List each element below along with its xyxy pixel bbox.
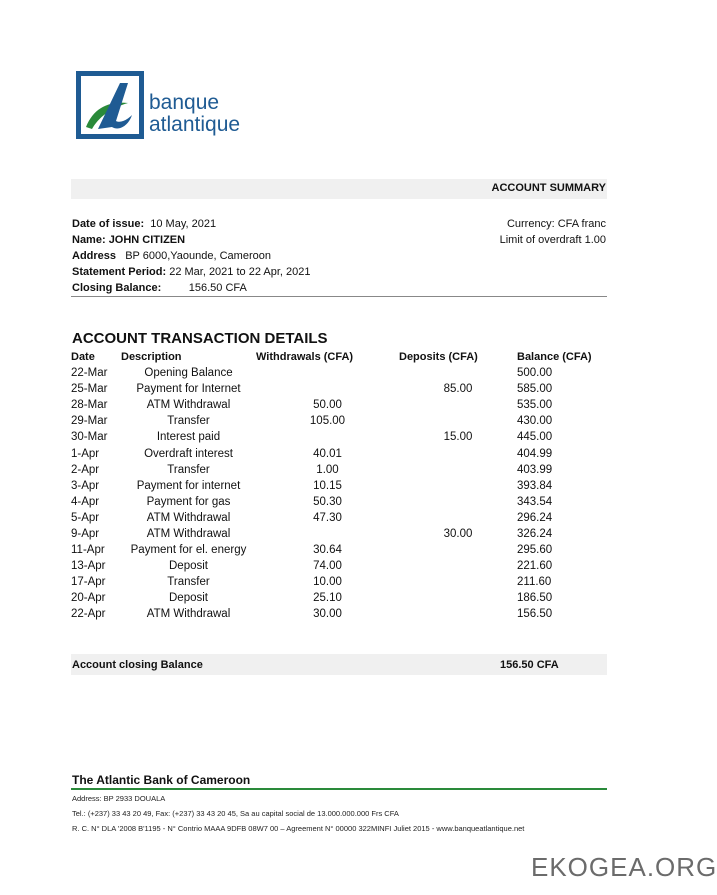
table-row	[71, 445, 607, 461]
cell-balance: 295.60	[517, 544, 553, 557]
cell-balance: 535.00	[517, 399, 553, 412]
cell-description: Transfer	[167, 415, 210, 428]
cell-withdrawal: 30.00	[313, 608, 342, 621]
cell-date: 25-Mar	[71, 383, 108, 396]
cell-deposit	[399, 365, 517, 381]
currency: Currency: CFA franc	[506, 218, 606, 230]
header-withdrawals: Withdrawals (CFA)	[256, 351, 354, 363]
table-row	[71, 606, 607, 622]
account-info	[72, 216, 310, 296]
cell-deposit	[399, 558, 517, 574]
table-row	[71, 478, 607, 494]
cell-description: ATM Withdrawal	[146, 511, 231, 524]
cell-date: 22-Apr	[71, 608, 106, 621]
cell-withdrawal	[256, 365, 399, 381]
address-label: Address	[72, 250, 117, 262]
cell-balance: 186.50	[517, 592, 553, 605]
account-closing-label: Account closing Balance	[72, 659, 203, 671]
watermark: EKOGEA.ORG	[531, 852, 717, 882]
period-value: 22 Mar, 2021 to 22 Apr, 2021	[169, 266, 311, 278]
cell-date: 9-Apr	[71, 527, 100, 540]
cell-deposit	[399, 462, 517, 478]
address-value: BP 6000,Yaounde, Cameroon	[125, 250, 271, 262]
account-closing-value: 156.50 CFA	[500, 659, 559, 671]
cell-withdrawal: 40.01	[313, 447, 342, 460]
table-row	[71, 397, 607, 413]
cell-description: Deposit	[169, 560, 208, 573]
cell-withdrawal: 30.64	[313, 544, 342, 557]
account-address	[72, 248, 310, 264]
table-row	[71, 462, 607, 478]
cell-description: Opening Balance	[144, 367, 233, 380]
cell-description: Overdraft interest	[144, 447, 233, 460]
cell-balance: 221.60	[517, 560, 553, 573]
table-row	[71, 381, 607, 397]
closing-balance-value: 156.50 CFA	[188, 282, 247, 294]
footer-contact: Tel.: (+237) 33 43 20 49, Fax: (+237) 33 43 20 45, Sa au capital social de 13.000.000.000 Frs CFA	[72, 809, 399, 818]
cell-date: 28-Mar	[71, 399, 108, 412]
cell-description: ATM Withdrawal	[146, 399, 231, 412]
cell-deposit	[399, 445, 517, 461]
cell-withdrawal: 1.00	[316, 463, 339, 476]
cell-date: 3-Apr	[71, 479, 100, 492]
table-header-row	[71, 349, 607, 365]
cell-deposit: 30.00	[443, 527, 473, 540]
cell-deposit: 85.00	[443, 383, 473, 396]
cell-withdrawal: 10.00	[313, 576, 342, 589]
cell-withdrawal: 105.00	[309, 415, 346, 428]
cell-balance: 211.60	[517, 576, 552, 589]
cell-withdrawal: 25.10	[313, 592, 342, 605]
cell-description: Transfer	[167, 576, 210, 589]
cell-deposit: 15.00	[443, 431, 473, 444]
cell-balance: 393.84	[517, 479, 553, 492]
bank-name: The Atlantic Bank of Cameroon	[72, 773, 251, 787]
cell-withdrawal: 50.30	[313, 495, 342, 508]
cell-date: 4-Apr	[71, 495, 100, 508]
table-row	[71, 542, 607, 558]
cell-deposit	[399, 494, 517, 510]
table-row	[71, 590, 607, 606]
closing-balance-label: Closing Balance:	[72, 282, 162, 294]
cell-balance: 404.99	[517, 447, 553, 460]
cell-date: 29-Mar	[71, 415, 108, 428]
date-label: Date of issue:	[72, 218, 145, 230]
cell-balance: 500.00	[517, 367, 553, 380]
cell-description: ATM Withdrawal	[146, 608, 231, 621]
cell-date: 17-Apr	[71, 576, 106, 589]
header-deposits: Deposits (CFA)	[399, 351, 478, 363]
table-row	[71, 510, 607, 526]
name-value: JOHN CITIZEN	[108, 234, 186, 246]
cell-balance: 403.99	[517, 463, 553, 476]
logo-line-atlantique: atlantique	[149, 113, 241, 136]
statement-period	[72, 264, 310, 280]
table-row	[71, 558, 607, 574]
transactions-table	[71, 349, 607, 623]
cell-balance: 343.54	[517, 495, 553, 508]
cell-balance: 585.00	[517, 383, 553, 396]
cell-balance: 445.00	[517, 431, 553, 444]
cell-withdrawal: 47.30	[313, 511, 342, 524]
account-info-right	[500, 216, 606, 248]
cell-date: 1-Apr	[71, 447, 100, 460]
name-label: Name:	[72, 234, 106, 246]
cell-deposit	[399, 606, 517, 622]
cell-deposit	[399, 542, 517, 558]
divider	[71, 296, 607, 297]
footer-divider	[71, 788, 607, 790]
closing-balance-line	[72, 280, 310, 296]
table-row	[71, 365, 607, 381]
logo-line-banque: banque	[149, 91, 220, 114]
cell-description: Payment for Internet	[136, 383, 241, 396]
date-of-issue	[72, 216, 310, 232]
cell-date: 20-Apr	[71, 592, 106, 605]
cell-balance: 296.24	[517, 511, 553, 524]
cell-description: Payment for gas	[146, 495, 231, 508]
cell-balance: 430.00	[517, 415, 553, 428]
header-balance: Balance (CFA)	[517, 351, 592, 363]
cell-description: Payment for el. energy	[130, 544, 247, 557]
cell-deposit	[399, 590, 517, 606]
header-description: Description	[121, 351, 182, 363]
footer-registration: R. C. N° DLA '2008 B'1195 - N° Contrio MAAA 9DFB 08W7 00 – Agreement N° 00000 322MINFI Juliet 2015 - www.banqueatlantique.net	[72, 824, 525, 833]
cell-date: 11-Apr	[71, 544, 105, 557]
cell-withdrawal: 74.00	[313, 560, 342, 573]
cell-date: 13-Apr	[71, 560, 106, 573]
period-label: Statement Period:	[72, 266, 167, 278]
table-row	[71, 413, 607, 429]
cell-deposit	[399, 574, 517, 590]
bank-logo-text	[149, 92, 240, 136]
cell-date: 30-Mar	[71, 431, 108, 444]
table-row	[71, 574, 607, 590]
summary-title: ACCOUNT SUMMARY	[491, 182, 606, 194]
cell-description: Deposit	[169, 592, 208, 605]
cell-description: Payment for internet	[136, 479, 241, 492]
cell-description: ATM Withdrawal	[146, 527, 231, 540]
cell-date: 2-Apr	[71, 463, 100, 476]
cell-withdrawal	[256, 526, 399, 542]
cell-description: Transfer	[167, 463, 210, 476]
cell-withdrawal	[256, 429, 399, 445]
cell-balance: 156.50	[517, 608, 553, 621]
overdraft-limit: Limit of overdraft 1.00	[499, 234, 606, 246]
cell-deposit	[399, 413, 517, 429]
cell-withdrawal	[256, 381, 399, 397]
footer-address: Address: BP 2933 DOUALA	[72, 794, 166, 803]
transactions-title: ACCOUNT TRANSACTION DETAILS	[72, 330, 328, 347]
cell-date: 22-Mar	[71, 367, 108, 380]
header-date: Date	[71, 351, 95, 363]
table-row	[71, 526, 607, 542]
cell-deposit	[399, 510, 517, 526]
bank-logo-mark	[76, 71, 144, 139]
cell-withdrawal: 50.00	[313, 399, 342, 412]
cell-balance: 326.24	[517, 527, 553, 540]
cell-description: Interest paid	[156, 431, 221, 444]
cell-deposit	[399, 397, 517, 413]
table-row	[71, 494, 607, 510]
logo-a-icon	[76, 71, 144, 139]
cell-date: 5-Apr	[71, 511, 100, 524]
table-row	[71, 429, 607, 445]
cell-withdrawal: 10.15	[313, 479, 342, 492]
date-value: 10 May, 2021	[150, 218, 217, 230]
cell-deposit	[399, 478, 517, 494]
account-name	[72, 232, 310, 248]
